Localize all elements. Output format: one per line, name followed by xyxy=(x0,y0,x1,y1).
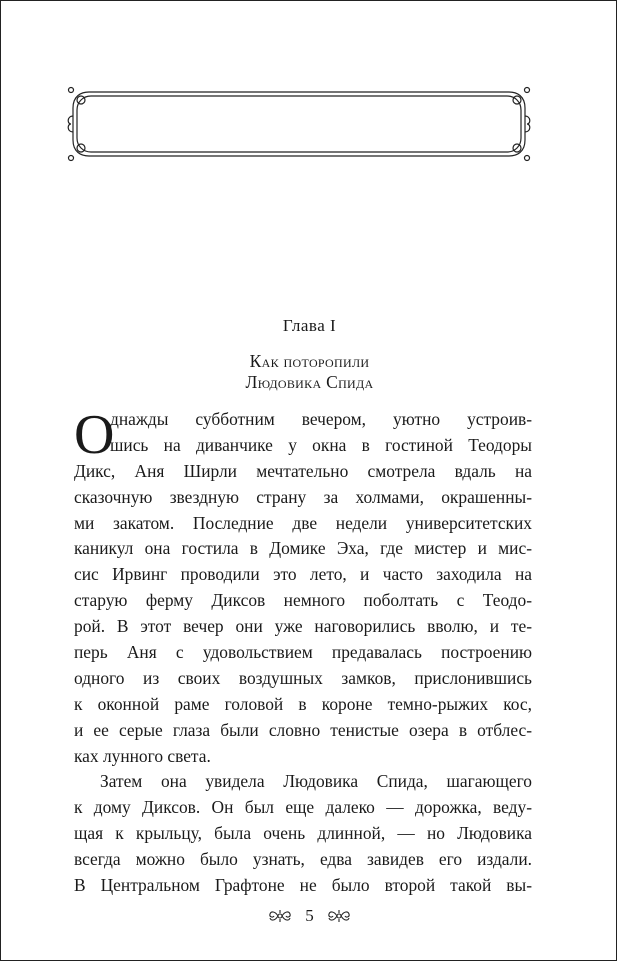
text-line: сказочную звездную страну за холмами, окрашенны- xyxy=(74,486,532,507)
text-line: ках лунного света. xyxy=(74,745,211,766)
text-line: и ее серые глаза были словно тенистые озера в отблес- xyxy=(74,719,532,740)
page-footer xyxy=(1,906,617,929)
chapter-title-line-2: Людовика Спида xyxy=(245,372,374,392)
text-line: перь Аня с удовольствием предавалась построению xyxy=(74,642,532,663)
page-number: 5 xyxy=(305,906,314,925)
text-line: к дому Диксов. Он был еще далеко — дорожка, веду- xyxy=(74,797,532,818)
text-line: рой. В этот вечер они уже наговорились вволю, и те- xyxy=(74,616,532,637)
text-line: В Центральном Графтоне не было второй такой вы- xyxy=(74,875,532,896)
drop-cap: О xyxy=(74,404,115,466)
text-line: одного из своих воздушных замков, прислонившись xyxy=(74,667,532,688)
fleuron-left-icon xyxy=(267,908,293,924)
chapter-title xyxy=(1,351,617,393)
text-line: днажды субботним вечером, уютно устроив- xyxy=(110,409,532,429)
text-line: каникул она гостила в Домике Эха, где мистер и мис- xyxy=(74,538,532,559)
text-line: к оконной раме головой в короне темно-рыжих кос, xyxy=(74,693,532,714)
text-line: Дикс, Аня Ширли мечтательно смотрела вдаль на xyxy=(74,460,532,481)
text-line: всегда можно было узнать, едва завидев его издали. xyxy=(74,849,532,870)
fleuron-right-icon xyxy=(326,908,352,924)
chapter-title-line-1: Как поторопили xyxy=(249,351,370,371)
chapter-label: Глава I xyxy=(282,316,337,335)
text-line: ми закатом. Последние две недели университетских xyxy=(74,512,532,533)
body-text xyxy=(74,404,532,899)
text-line: шись на диванчике у окна в гостиной Теодоры xyxy=(110,434,532,455)
text-line: щая к крыльцу, была очень длинной, — но Людовика xyxy=(74,823,532,844)
text-line: старую ферму Диксов немного поболтать с Теодо- xyxy=(74,590,532,611)
ornamental-frame-icon xyxy=(67,86,531,162)
text-line: сис Ирвинг проводили это лето, и часто заходила на xyxy=(74,564,532,585)
text-line: Затем она увидела Людовика Спида, шагающего xyxy=(100,771,532,792)
